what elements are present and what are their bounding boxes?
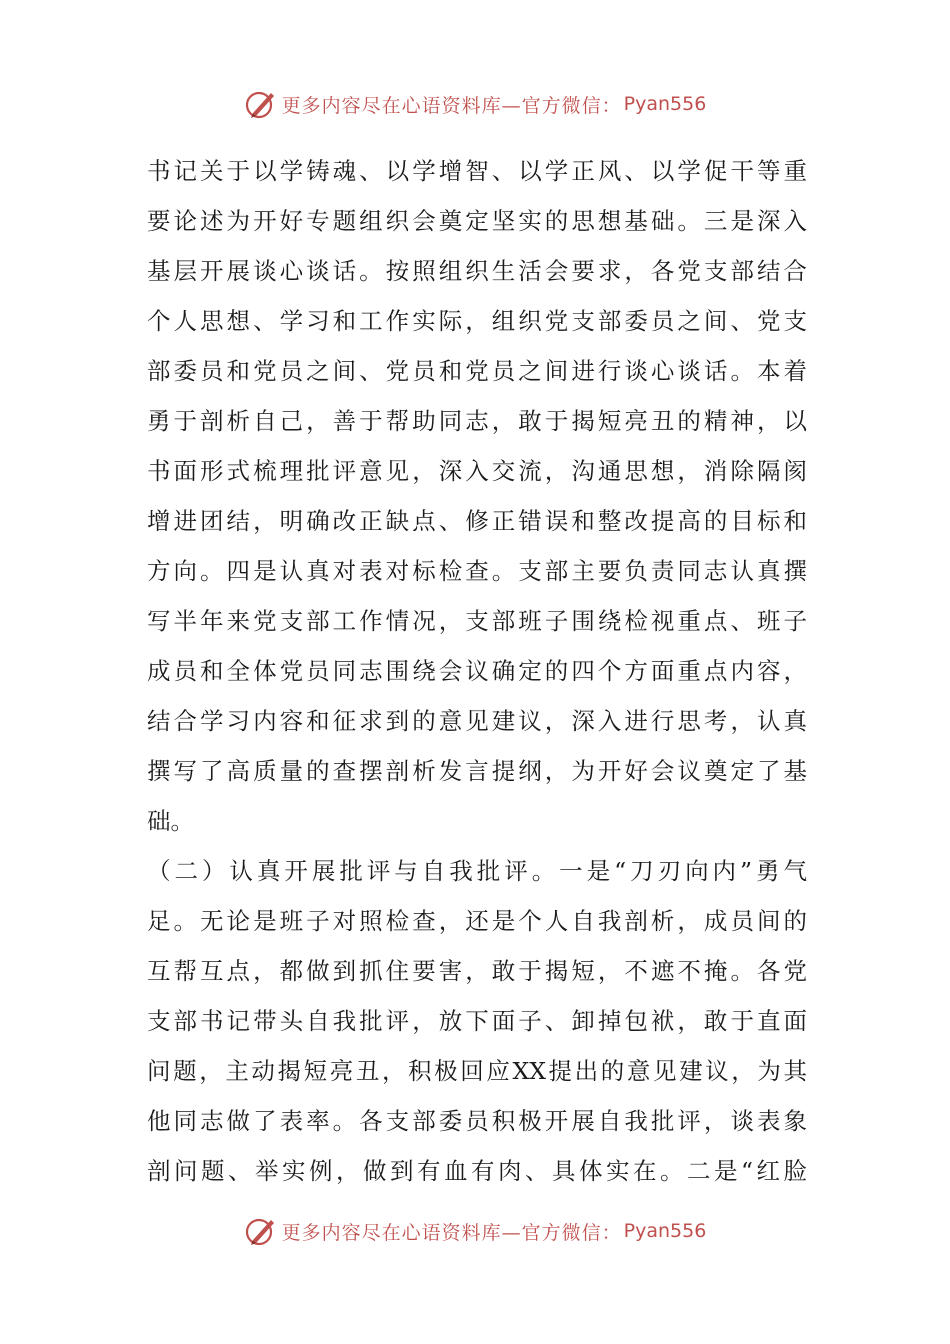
- text-line: 问题，主动揭短亮丑，积极回应XX提出的意见建议，为其: [147, 1057, 807, 1085]
- footer-wechat-id: Pyan556: [623, 1220, 707, 1242]
- text-line: 撰写了高质量的查摆剖析发言提纲，为开好会议奠定了基: [147, 757, 807, 785]
- pen-logo-icon: [244, 87, 278, 121]
- footer-banner-text: 更多内容尽在心语资料库—官方微信：: [281, 1221, 622, 1244]
- text-line: 部委员和党员之间、党员和党员之间进行谈心谈话。本着: [147, 357, 807, 385]
- text-line: 剖问题、举实例，做到有血有肉、具体实在。二是“红脸: [147, 1157, 807, 1185]
- document-body: [147, 146, 807, 1196]
- header-watermark-banner: [0, 84, 950, 124]
- text-line: 支部书记带头自我批评，放下面子、卸掉包袱，敢于直面: [147, 1007, 807, 1035]
- text-line: 勇于剖析自己，善于帮助同志，敢于揭短亮丑的精神，以: [147, 407, 807, 435]
- text-line: 基层开展谈心谈话。按照组织生活会要求，各党支部结合: [147, 257, 807, 285]
- text-line: 增进团结，明确改正缺点、修正错误和整改提高的目标和: [147, 507, 807, 535]
- text-line: 方向。四是认真对表对标检查。支部主要负责同志认真撰: [147, 557, 807, 585]
- pen-logo-icon: [244, 1214, 278, 1248]
- text-line: 写半年来党支部工作情况，支部班子围绕检视重点、班子: [147, 607, 807, 635]
- header-wechat-id: Pyan556: [623, 93, 707, 115]
- text-line: 结合学习内容和征求到的意见建议，深入进行思考，认真: [147, 707, 807, 735]
- text-line: 他同志做了表率。各支部委员积极开展自我批评，谈表象: [147, 1107, 807, 1135]
- text-line: 书面形式梳理批评意见，深入交流，沟通思想，消除隔阂: [147, 457, 807, 485]
- text-line: （二）认真开展批评与自我批评。一是“刀刃向内”勇气: [147, 857, 807, 885]
- text-line: 成员和全体党员同志围绕会议确定的四个方面重点内容，: [147, 657, 807, 685]
- text-line: 足。无论是班子对照检查，还是个人自我剖析，成员间的: [147, 907, 807, 935]
- text-line: 书记关于以学铸魂、以学增智、以学正风、以学促干等重: [147, 157, 807, 185]
- header-banner-text: 更多内容尽在心语资料库—官方微信：: [281, 94, 622, 117]
- footer-watermark-banner: [0, 1211, 950, 1251]
- text-line: 要论述为开好专题组织会奠定坚实的思想基础。三是深入: [147, 207, 807, 235]
- text-line: 互帮互点，都做到抓住要害，敢于揭短，不遮不掩。各党: [147, 957, 807, 985]
- text-line: 础。: [147, 807, 194, 835]
- text-line: 个人思想、学习和工作实际，组织党支部委员之间、党支: [147, 307, 807, 335]
